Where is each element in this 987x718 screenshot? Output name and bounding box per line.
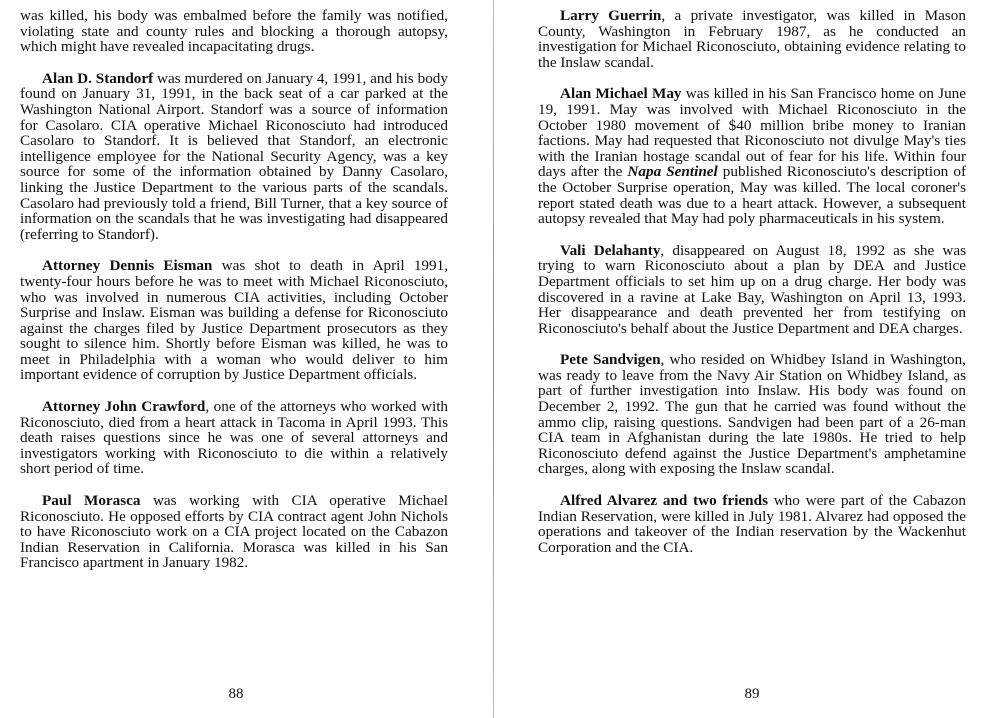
paragraph: [20, 258, 448, 383]
paragraph: [538, 352, 966, 477]
paragraph-text: , a private investigator, was killed in Mason County, Washington in February 1987, as he conducted an investigation for Michael Riconosciuto, obtaining evidence relating to the Inslaw scandal.: [538, 7, 966, 71]
person-name: Alfred Alvarez and two friends: [560, 492, 768, 510]
person-name: Attorney John Crawford: [42, 398, 206, 416]
right-text-column: [538, 8, 966, 571]
person-name: Attorney Dennis Eisman: [42, 257, 213, 275]
paragraph-text: was shot to death in April 1991, twenty-four hours before he was to meet with Michael Riconosciuto, who was involved in numerous CIA activities, including October Surprise and Inslaw. Eisman was building a defense for Riconosciuto against the charges filed by Justice Department prosecutors as they sought to silence him. Shortly before Eisman was killed, he was to meet in Philadelphia with a woman who would deliver to him important evidence of corruption by Justice Department officials.: [20, 257, 448, 384]
paragraph: [20, 8, 448, 55]
person-name: Larry Guerrin: [560, 7, 662, 24]
right-page: [494, 0, 987, 718]
paragraph-text: was killed, his body was embalmed before the family was notified, violating state and county rules and blocking a thorough autopsy, which might have revealed incapacitating drugs.: [20, 7, 448, 56]
left-page: [0, 0, 493, 718]
paragraph-text: , disappeared on August 18, 1992 as she was trying to warn Riconosciuto about a plan by DEA and Justice Department officials to set him up on a drug charge. Her body was discovered in a ravine at Lake Bay, Washington on April 13, 1993. Her disappearance and death prevented her from testifying on Riconosciuto's behalf about the Justice Department and DEA charges.: [538, 241, 966, 337]
person-name: Paul Morasca: [42, 492, 141, 510]
paragraph-text: was murdered on January 4, 1991, and his body found on January 31, 1991, in the back seat of a car parked at the Washington National Airport. Standorf was a source of information for Casolaro. CIA operative Michael Riconosciuto had introduced Casolaro to Standorf. It is believed that Standorf, an electronic intelligence employee for the National Security Agency, was a key source for some of the information obtained by Danny Casolaro, linking the Justice Department to the various parts of the scandals. Casolaro had previously told a friend, Bill Turner, that a key source of information on the scandals that he was investigating had disappeared (referring to Standorf).: [20, 69, 448, 243]
paragraph: [20, 399, 448, 477]
publication-title: Napa Sentinel: [627, 163, 718, 181]
paragraph-text: was killed in his San Francisco home on June 19, 1991. May was involved with Michael Riconosciuto in the October 1980 movement of $40 million bribe money to Iranian factions. May had requested that Riconosciuto not divulge May's ties with the Iranian hostage scandal out of fear for his life. Within four days after the: [538, 85, 967, 181]
person-name: Alan Michael May: [560, 85, 682, 103]
paragraph-text: was working with CIA operative Michael Riconosciuto. He opposed efforts by CIA contract agent John Nichols to have Riconosciuto work on a CIA project located on the Cabazon Indian Reservation in California. Morasca was killed in his San Francisco apartment in January 1982.: [20, 492, 448, 572]
paragraph: [538, 493, 966, 555]
paragraph-text: who were part of the Cabazon Indian Reservation, were killed in July 1981. Alvarez had opposed the operations and takeover of the Indian reservation by the Wackenhut Corporation and the CIA.: [538, 492, 966, 556]
paragraph-text: , who resided on Whidbey Island in Washington, was ready to leave from the Navy Air Station on Whidbey Island, as part of further investigation into Inslaw. His body was found on December 2, 1992. The gun that he carried was found without the ammo clip, raising questions. Sandvigen had been part of a 26-man CIA team in Afghanistan during the late 1980s. He tried to help Riconosciuto defend against the Justice Department's amphetamine charges, along with exposing the Inslaw scandal.: [538, 351, 966, 478]
paragraph: [538, 8, 966, 70]
paragraph: [538, 86, 966, 226]
page-number: 88: [228, 686, 244, 702]
paragraph: [20, 71, 448, 243]
person-name: Vali Delahanty: [560, 241, 661, 259]
paragraph-text: published Riconosciuto's description of the October Surprise operation, May was killed. The local coroner's report stated death was due to a heart attack. However, a subsequent autopsy revealed that May had poly pharmaceuticals in his system.: [538, 163, 966, 228]
paragraph: [20, 493, 448, 571]
person-name: Pete Sandvigen: [560, 351, 661, 369]
paragraph: [538, 243, 966, 337]
paragraph-text: , one of the attorneys who worked with Riconosciuto, died from a heart attack in Tacoma in April 1993. This death raises questions since he was one of several attorneys and investigators working with Riconosciuto to die within a relatively short period of time.: [20, 398, 449, 478]
page-number: 89: [744, 686, 760, 702]
left-text-column: [20, 8, 448, 587]
person-name: Alan D. Standorf: [42, 69, 154, 87]
